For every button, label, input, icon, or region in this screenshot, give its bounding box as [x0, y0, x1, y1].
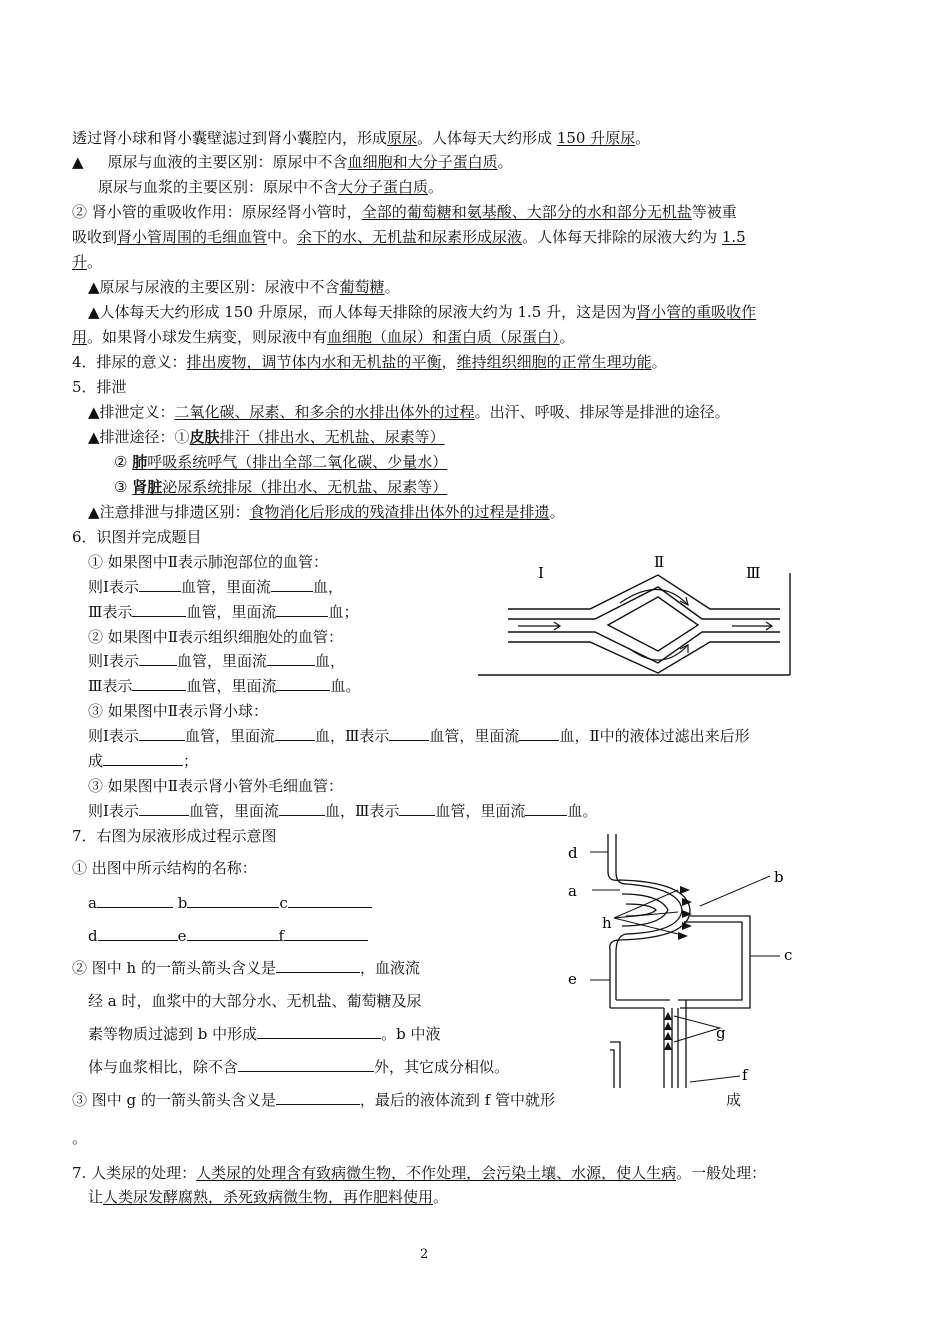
answer-blank[interactable]	[288, 893, 372, 908]
answer-blank[interactable]	[271, 577, 313, 592]
answer-blank[interactable]	[98, 926, 178, 941]
reabsorption-arrows[interactable]	[664, 1012, 672, 1050]
question-text: 体与血浆相比，除不含 外，其它成分相似。	[88, 1058, 510, 1076]
text-line: 原尿与血浆的主要区别：原尿中不含大分子蛋白质。	[98, 178, 444, 196]
frame-lines	[478, 573, 790, 675]
text-line: ▲人体每天大约形成 150 升原尿，而人体每天排除的尿液大约为 1.5 升，这是因为肾小管的重吸收作	[88, 303, 757, 321]
answer-blank[interactable]	[399, 801, 435, 816]
answer-blank[interactable]	[139, 801, 189, 816]
text-line: ② 肾小管的重吸收作用：原尿经肾小管时，全部的葡萄糖和氨基酸、大部分的水和部分无机盐等被重	[72, 203, 737, 221]
question-text: Ⅲ表示 血管，里面流 血；	[88, 603, 359, 621]
answer-blank[interactable]	[139, 577, 181, 592]
label-g: g	[716, 1024, 726, 1042]
text-line: 7. 人类尿的处理：人类尿的处理含有致病微生物，不作处理，会污染土壤、水源，使人生病。一般处理：	[72, 1164, 767, 1182]
text-line: ③ 肾脏泌尿系统排尿（排出水、无机盐、尿素等）	[114, 478, 448, 496]
text-line: 吸收到肾小管周围的毛细血管中。余下的水、无机盐和尿素形成尿液。人体每天排除的尿液大约为 1.5	[72, 228, 746, 246]
answer-blank[interactable]	[284, 926, 368, 941]
answer-blank[interactable]	[139, 651, 177, 666]
nephron-diagram	[560, 832, 800, 1094]
question-text: ① 出图中所示结构的名称：	[72, 859, 257, 877]
label-III: Ⅲ	[746, 564, 761, 582]
nephron-outline	[608, 834, 750, 1088]
question-text: 成 ；	[88, 752, 199, 770]
label-b: b	[774, 868, 784, 886]
section-heading: 7．右图为尿液形成过程示意图	[72, 827, 277, 845]
answer-blank[interactable]	[267, 651, 315, 666]
answer-blank[interactable]	[187, 926, 279, 941]
answer-blank[interactable]	[276, 1090, 360, 1105]
question-text: d e f	[88, 926, 368, 946]
answer-blank[interactable]	[276, 602, 328, 617]
answer-blank[interactable]	[97, 893, 173, 908]
answer-blank[interactable]	[276, 958, 360, 973]
question-text: 则Ⅰ表示 血管，里面流 血，	[88, 652, 345, 670]
text-line: ▲排泄途径：①皮肤排汗（排出水、无机盐、尿素等）	[88, 428, 445, 446]
answer-blank[interactable]	[275, 726, 315, 741]
question-text: 经 a 时，血浆中的大部分水、无机盐、葡萄糖及尿	[88, 992, 422, 1010]
label-c: c	[784, 946, 793, 964]
question-text: ② 如果图中Ⅱ表示组织细胞处的血管：	[88, 628, 343, 646]
answer-blank[interactable]	[279, 801, 325, 816]
question-text: ③ 图中 g 的一箭头箭头含义是 ，最后的液体流到 f 管中就形	[72, 1091, 556, 1109]
question-text: ① 如果图中Ⅱ表示肺泡部位的血管：	[88, 553, 328, 571]
text-line: ▲注意排泄与排遗区别：食物消化后形成的残渣排出体外的过程是排遗。	[88, 503, 565, 521]
answer-blank[interactable]	[389, 726, 429, 741]
answer-blank[interactable]	[238, 1057, 374, 1072]
question-text: ③ 如果图中Ⅱ表示肾小管外毛细血管：	[88, 777, 343, 795]
question-text: ③ 如果图中Ⅱ表示肾小球：	[88, 702, 268, 720]
text-line: 让人类尿发酵腐熟，杀死致病微生物，再作肥料使用。	[88, 1188, 449, 1206]
section-heading: 5．排泄	[72, 378, 127, 396]
label-a: a	[568, 882, 577, 900]
answer-blank[interactable]	[519, 726, 559, 741]
answer-blank[interactable]	[525, 801, 567, 816]
question-text: ② 图中 h 的一箭头箭头含义是 ，血液流	[72, 959, 420, 977]
page-number: 2	[420, 1247, 429, 1262]
text-line: 4．排尿的意义：排出废物，调节体内水和无机盐的平衡，维持组织细胞的正常生理功能。	[72, 353, 667, 371]
question-text: 则Ⅰ表示 血管，里面流 血，	[88, 578, 343, 596]
question-text: 则Ⅰ表示 血管，里面流 血，Ⅲ表示 血管，里面流 血。	[88, 802, 598, 820]
answer-blank[interactable]	[132, 602, 186, 617]
answer-blank[interactable]	[139, 726, 185, 741]
vessel-outline	[508, 575, 780, 673]
section-heading: 6．识图并完成题目	[72, 528, 202, 546]
text-line: ▲ 原尿与血液的主要区别：原尿中不含血细胞和大分子蛋白质。	[72, 153, 513, 171]
question-text: 。	[72, 1129, 88, 1147]
blood-vessel-diagram	[470, 545, 800, 680]
answer-blank[interactable]	[187, 893, 279, 908]
text-line: 升。	[72, 253, 103, 271]
label-h: h	[602, 914, 612, 932]
flow-arrows	[518, 589, 772, 660]
text-line: ▲排泄定义：二氧化碳、尿素、和多余的水排出体外的过程。出汗、呼吸、排尿等是排泄的途径。	[88, 403, 730, 421]
question-text: Ⅲ表示 血管，里面流 血。	[88, 677, 361, 695]
label-I: Ⅰ	[538, 564, 544, 582]
label-II: Ⅱ	[654, 553, 665, 571]
label-f: f	[742, 1066, 748, 1084]
answer-blank[interactable]	[257, 1024, 381, 1039]
question-text: 则Ⅰ表示 血管，里面流 血，Ⅲ表示 血管，里面流 血，Ⅱ中的液体过滤出来后形	[88, 727, 750, 745]
label-e: e	[568, 970, 577, 988]
label-d: d	[568, 844, 578, 862]
answer-blank[interactable]	[103, 751, 183, 766]
text-line: 用。如果肾小球发生病变，则尿液中有血细胞（血尿）和蛋白质（尿蛋白）。	[72, 328, 575, 346]
question-text: 成	[726, 1091, 742, 1109]
text-line: 透过肾小球和肾小囊壁滤过到肾小囊腔内，形成原尿。人体每天大约形成 150 升原尿。	[72, 129, 651, 147]
question-text: a b c	[88, 893, 372, 913]
answer-blank[interactable]	[132, 676, 186, 691]
pointer-lines	[590, 852, 780, 1082]
text-line: ▲原尿与尿液的主要区别：尿液中不含葡萄糖。	[88, 278, 400, 296]
text-line: ② 肺呼吸系统呼气（排出全部二氧化碳、少量水）	[114, 453, 448, 471]
question-text: 素等物质过滤到 b 中形成 。b 中液	[88, 1025, 441, 1043]
answer-blank[interactable]	[276, 676, 330, 691]
